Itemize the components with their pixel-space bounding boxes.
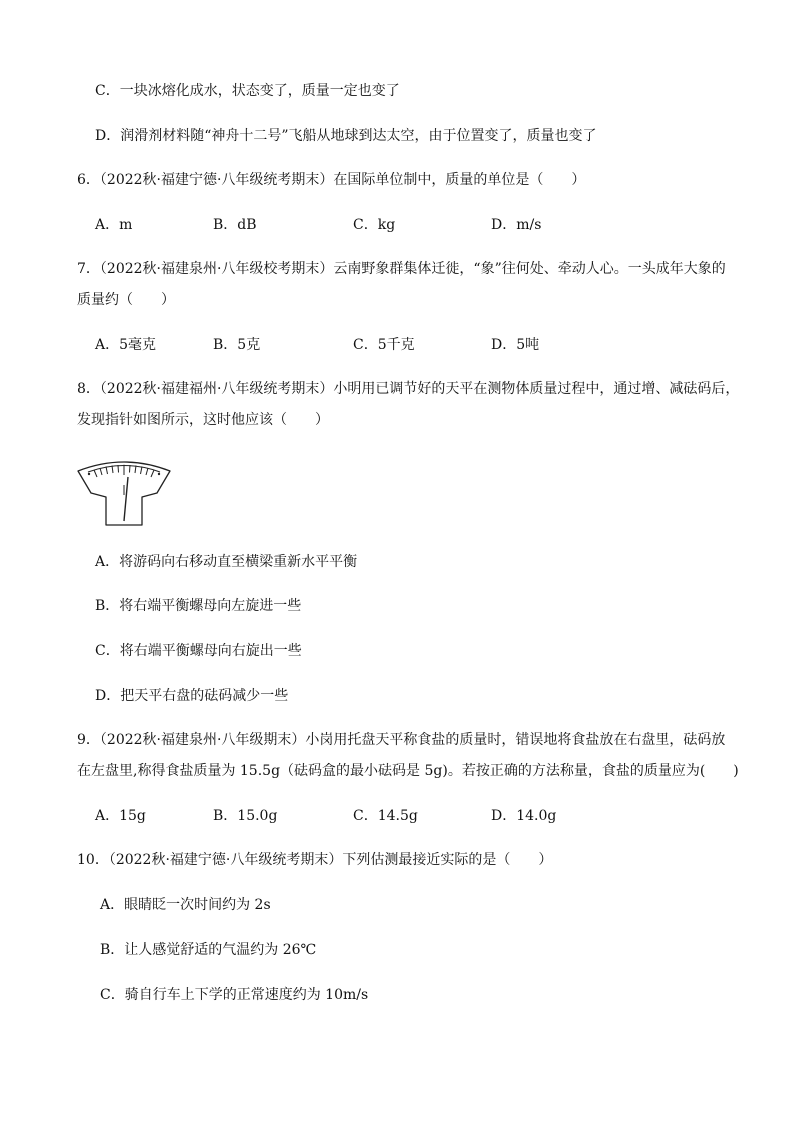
q7-option-a: A．5毫克 bbox=[95, 337, 157, 353]
balance-pointer-figure bbox=[72, 455, 176, 527]
q5-option-d: D．润滑剂材料随“神舟十二号”飞船从地球到达太空，由于位置变了，质量也变了 bbox=[95, 128, 597, 144]
q7-stem-line-1: 7．（2022秋·福建泉州·八年级校考期末）云南野象群集体迁徙，“象”往何处、牵动人心。一头成年大象的 bbox=[77, 261, 726, 277]
q8-option-c: C．将右端平衡螺母向右旋出一些 bbox=[95, 643, 302, 659]
q5-option-c: C．一块冰熔化成水，状态变了，质量一定也变了 bbox=[95, 83, 400, 99]
q7-stem-line-2: 质量约（ ） bbox=[77, 292, 175, 308]
q7-option-c: C．5千克 bbox=[353, 337, 415, 353]
q7-option-b: B．5克 bbox=[213, 337, 261, 353]
q8-option-b: B．将右端平衡螺母向左旋进一些 bbox=[95, 598, 302, 614]
q9-stem-line-1: 9．（2022秋·福建泉州·八年级期末）小岗用托盘天平称食盐的质量时，错误地将食盐放在右盘里，砝码放 bbox=[77, 732, 726, 748]
q8-option-d: D．把天平右盘的砝码减少一些 bbox=[95, 688, 289, 704]
q10-option-a: A．眼睛眨一次时间约为 2s bbox=[100, 897, 271, 913]
q6-option-c: C．kg bbox=[353, 217, 396, 233]
q6-option-b: B．dB bbox=[213, 217, 257, 233]
q9-option-b: B．15.0g bbox=[213, 808, 278, 824]
q9-option-c: C．14.5g bbox=[353, 808, 418, 824]
scale-ticks bbox=[94, 465, 154, 477]
pointer-needle bbox=[124, 477, 128, 521]
q6-stem: 6．（2022秋·福建宁德·八年级统考期末）在国际单位制中，质量的单位是（ ） bbox=[77, 172, 586, 188]
q10-option-c: C．骑自行车上下学的正常速度约为 10m/s bbox=[100, 987, 369, 1003]
q6-option-a: A．m bbox=[95, 217, 133, 233]
q7-option-d: D．5吨 bbox=[491, 337, 540, 353]
q8-option-a: A．将游码向右移动直至横梁重新水平平衡 bbox=[95, 554, 358, 570]
q6-option-d: D．m/s bbox=[491, 217, 542, 233]
q8-stem-line-2: 发现指针如图所示，这时他应该（ ） bbox=[77, 412, 329, 428]
q10-stem: 10．（2022秋·福建宁德·八年级统考期末）下列估测最接近实际的是（ ） bbox=[77, 852, 553, 868]
q9-option-a: A．15g bbox=[95, 808, 146, 824]
q10-option-b: B．让人感觉舒适的气温约为 26℃ bbox=[100, 942, 317, 958]
q9-option-d: D．14.0g bbox=[491, 808, 557, 824]
q9-stem-line-2: 在左盘里,称得食盐质量为 15.5g（砝码盒的最小砝码是 5g)。若按正确的方法称量，食盐的质量应为( ) bbox=[77, 763, 739, 779]
q8-stem-line-1: 8．（2022秋·福建福州·八年级统考期末）小明用已调节好的天平在测物体质量过程中，通过增、减砝码后， bbox=[77, 381, 740, 397]
scale-dot-right bbox=[158, 473, 160, 475]
scale-dot-left bbox=[88, 473, 90, 475]
